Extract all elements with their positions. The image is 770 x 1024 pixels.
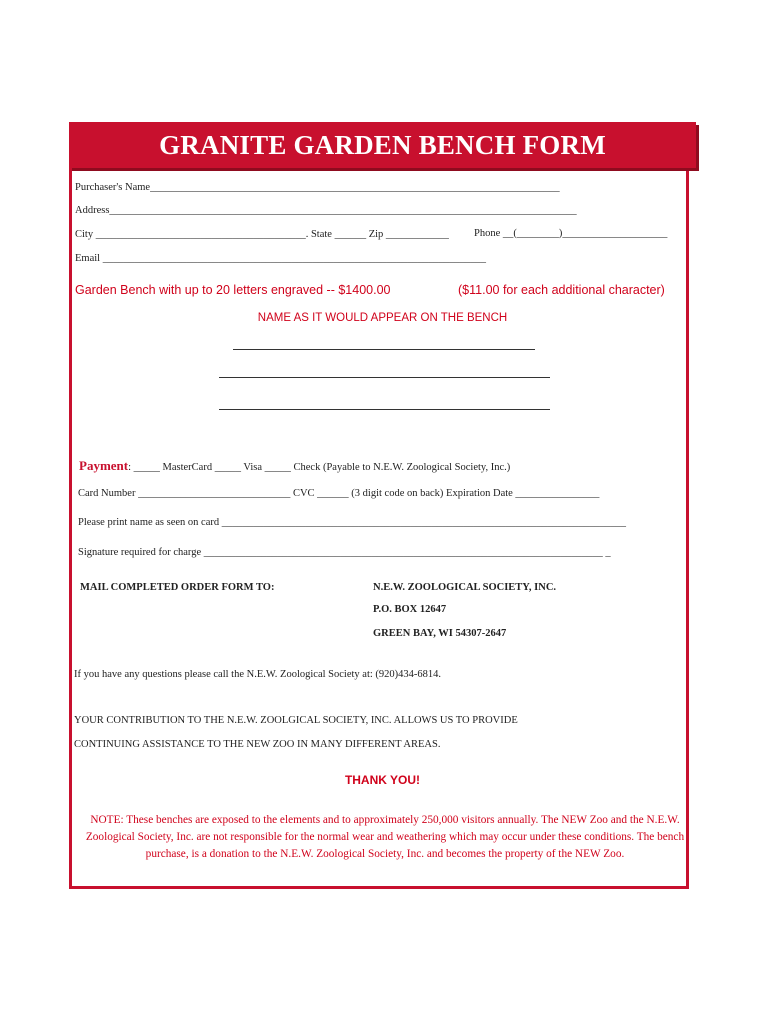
purchaser-name-field[interactable]: Purchaser's Name______________________________________________________________________________ [75, 182, 560, 193]
questions-text: If you have any questions please call the N.E.W. Zoological Society at: (920)434-6814. [74, 669, 442, 680]
card-number-field[interactable]: Card Number _____________________________ CVC ______ (3 digit code on back) Expiration Date ________________ [78, 488, 600, 499]
engraving-line-2[interactable] [219, 377, 550, 378]
print-name-field[interactable]: Please print name as seen on card _____________________________________________________________________________ [78, 517, 626, 528]
mail-org: N.E.W. ZOOLOGICAL SOCIETY, INC. [373, 582, 557, 593]
city-state-zip-field[interactable]: City ________________________________________. State ______ Zip ____________ [75, 229, 449, 240]
contribution-line-1: YOUR CONTRIBUTION TO THE N.E.W. ZOOLGICAL SOCIETY, INC. ALLOWS US TO PROVIDE [74, 715, 518, 726]
address-field[interactable]: Address_________________________________________________________________________________________ [75, 205, 577, 216]
disclaimer-note: NOTE: These benches are exposed to the elements and to approximately 250,000 visitors annually. The NEW Zoo and the N.E.W. Zoological Society, Inc. are not responsible for the normal wear and weathering which may occur under these conditions. The bench purchase, is a donation to the N.E.W. Zoological Society, Inc. and becomes the property of the NEW Zoo. [85, 814, 685, 860]
bench-price: Garden Bench with up to 20 letters engraved -- $1400.00 [75, 283, 391, 297]
engraving-line-1[interactable] [233, 349, 535, 350]
additional-character-price: ($11.00 for each additional character) [458, 283, 665, 297]
signature-field[interactable]: Signature required for charge ____________________________________________________________________________ _ [78, 547, 611, 558]
email-field[interactable]: Email _________________________________________________________________________ [75, 253, 486, 264]
thank-you: THANK YOU! [344, 773, 421, 787]
contribution-line-2: CONTINUING ASSISTANCE TO THE NEW ZOO IN MANY DIFFERENT AREAS. [74, 739, 441, 750]
form-title: GRANITE GARDEN BENCH FORM [69, 122, 696, 168]
mail-city: GREEN BAY, WI 54307-2647 [373, 628, 507, 639]
name-heading: NAME AS IT WOULD APPEAR ON THE BENCH [257, 312, 508, 324]
payment-options[interactable]: : _____ MasterCard _____ Visa _____ Check (Payable to N.E.W. Zoological Society, Inc.) [128, 462, 511, 473]
engraving-line-3[interactable] [219, 409, 550, 410]
payment-label: Payment [79, 458, 129, 473]
mail-po-box: P.O. BOX 12647 [373, 604, 447, 615]
phone-field[interactable]: Phone __(________)____________________ [474, 228, 668, 239]
mail-label: MAIL COMPLETED ORDER FORM TO: [80, 582, 275, 593]
payment-row [79, 459, 510, 475]
